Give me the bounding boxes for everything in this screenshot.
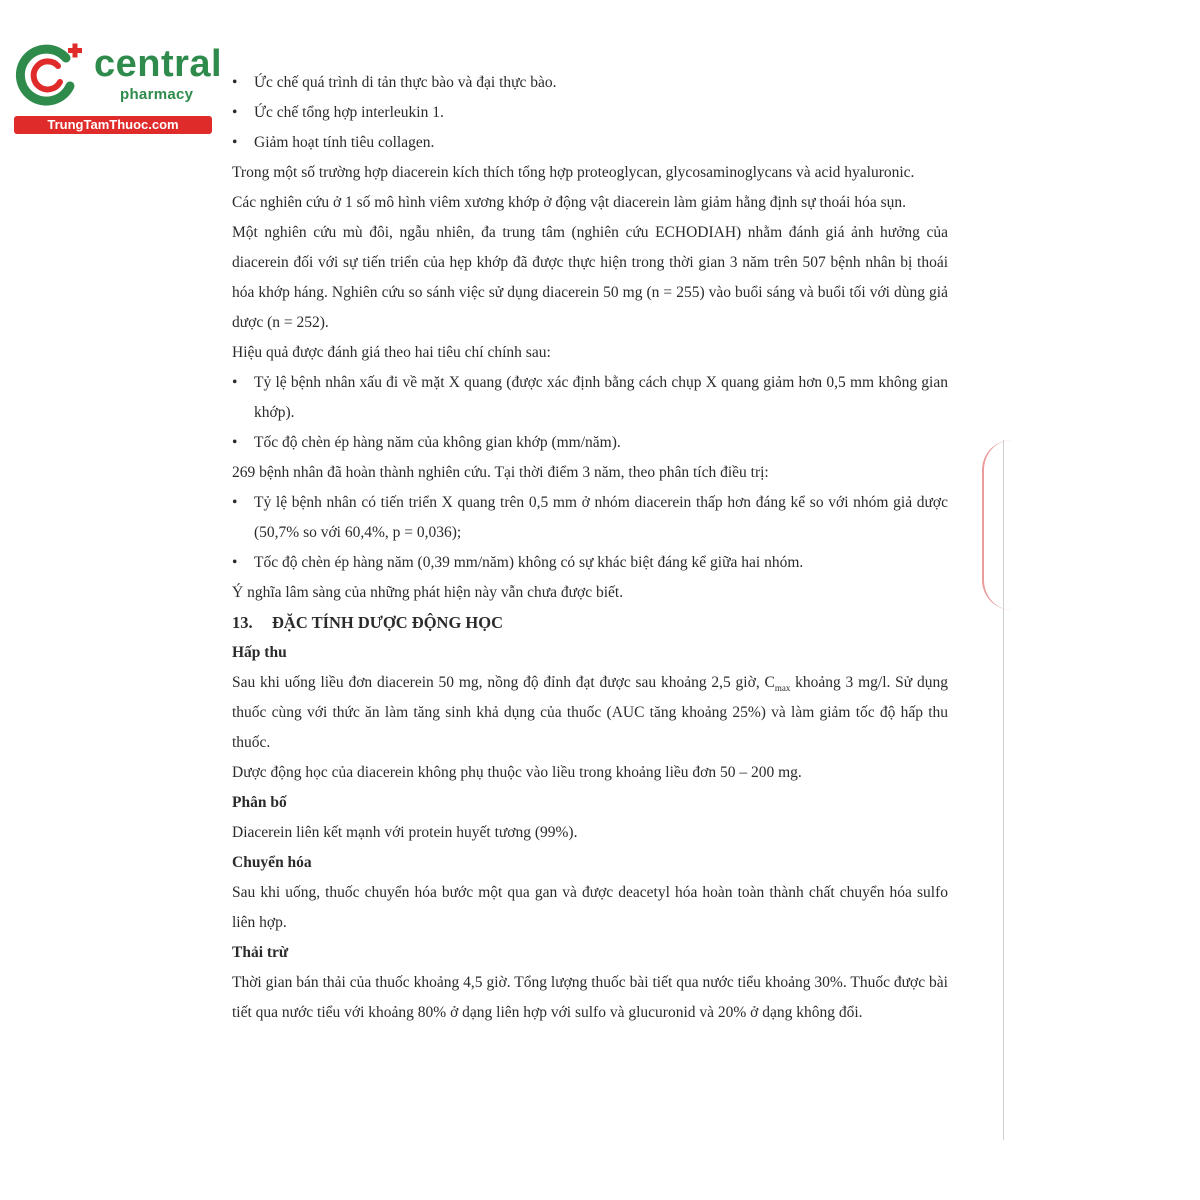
list-item: • Tỷ lệ bệnh nhân xấu đi về mặt X quang (được xác định bằng cách chụp X quang giảm hơn 0,5 mm không gian khớp). [232, 368, 948, 428]
list-item: • Tốc độ chèn ép hàng năm (0,39 mm/năm) không có sự khác biệt đáng kể giữa hai nhóm. [232, 548, 948, 578]
list-item: • Tốc độ chèn ép hàng năm của không gian khớp (mm/năm). [232, 428, 948, 458]
paragraph: Các nghiên cứu ở 1 số mô hình viêm xương khớp ở động vật diacerein làm giảm hằng định sự thoái hóa sụn. [232, 194, 907, 211]
bullet-icon: • [232, 494, 238, 511]
list-item: • Ức chế quá trình di tản thực bào và đại thực bào. [232, 68, 948, 98]
bullet-icon: • [232, 434, 238, 451]
bullet-icon: • [232, 74, 238, 91]
paragraph: 269 bệnh nhân đã hoàn thành nghiên cứu. Tại thời điểm 3 năm, theo phân tích điều trị: [232, 464, 769, 481]
subheading-absorption: Hấp thu [232, 644, 287, 661]
paragraph: Trong một số trường hợp diacerein kích thích tổng hợp proteoglycan, glycosaminoglycans và acid hyaluronic. [232, 164, 915, 181]
subheading-metabolism: Chuyển hóa [232, 854, 312, 871]
paragraph: Thời gian bán thải của thuốc khoảng 4,5 giờ. Tổng lượng thuốc bài tiết qua nước tiểu khoảng 30%. Thuốc được bài tiết qua nước tiểu với khoảng 80% ở dạng liên hợp với sulfo và glucuronid và 20% ở dạng không đổi. [232, 974, 948, 1021]
list-item: • Tỷ lệ bệnh nhân có tiến triển X quang trên 0,5 mm ở nhóm diacerein thấp hơn đáng kể so với nhóm giả dược (50,7% so với 60,4%, p = 0,036); [232, 488, 948, 548]
central-pharmacy-logo [10, 36, 223, 136]
list-item: • Giảm hoạt tính tiêu collagen. [232, 128, 948, 158]
subheading-distribution: Phân bố [232, 794, 287, 811]
section-heading [232, 608, 948, 638]
bullet-icon: • [232, 374, 238, 391]
margin-line [1003, 440, 1004, 1140]
bullet-icon: • [232, 554, 238, 571]
paragraph: Dược động học của diacerein không phụ thuộc vào liều trong khoảng liều đơn 50 – 200 mg. [232, 764, 802, 781]
logo-url-banner: TrungTamThuoc.com [14, 116, 212, 134]
paragraph: Ý nghĩa lâm sàng của những phát hiện này vẫn chưa được biết. [232, 584, 624, 601]
stamp-fragment [982, 440, 1012, 610]
logo-name: central [94, 43, 223, 85]
paragraph: Sau khi uống liều đơn diacerein 50 mg, nồng độ đỉnh đạt được sau khoảng 2,5 giờ, $C_{max}$ khoảng 3 mg/l. Sử dụng thuốc cùng với thức ăn làm tăng sinh khả dụng của thuốc (AUC tăng khoảng 25%) và làm giảm tốc độ hấp thu thuốc. [232, 674, 948, 751]
section-title: ĐẶC TÍNH DƯỢC ĐỘNG HỌC [272, 613, 504, 632]
paragraph: Diacerein liên kết mạnh với protein huyết tương (99%). [232, 824, 578, 841]
subheading-elimination: Thải trừ [232, 944, 289, 961]
bullet-icon: • [232, 134, 238, 151]
paragraph: Một nghiên cứu mù đôi, ngẫu nhiên, đa trung tâm (nghiên cứu ECHODIAH) nhằm đánh giá ảnh hưởng của diacerein đối với sự tiến triển của hẹp khớp đã được thực hiện trong thời gian 3 năm trên 507 bệnh nhân bị thoái hóa khớp háng. Nghiên cứu so sánh việc sử dụng diacerein 50 mg (n = 255) vào buổi sáng và buổi tối với dùng giả dược (n = 252). [232, 224, 948, 331]
logo-c-icon [14, 40, 84, 110]
list-item: • Ức chế tổng hợp interleukin 1. [232, 98, 948, 128]
logo-subtitle: pharmacy [120, 86, 194, 103]
section-number: 13. [232, 613, 253, 632]
bullet-icon: • [232, 104, 238, 121]
paragraph: Sau khi uống, thuốc chuyển hóa bước một qua gan và được deacetyl hóa hoàn toàn thành chất chuyển hóa sulfo liên hợp. [232, 884, 948, 931]
document-page [232, 68, 948, 1028]
paragraph: Hiệu quả được đánh giá theo hai tiêu chí chính sau: [232, 344, 551, 361]
